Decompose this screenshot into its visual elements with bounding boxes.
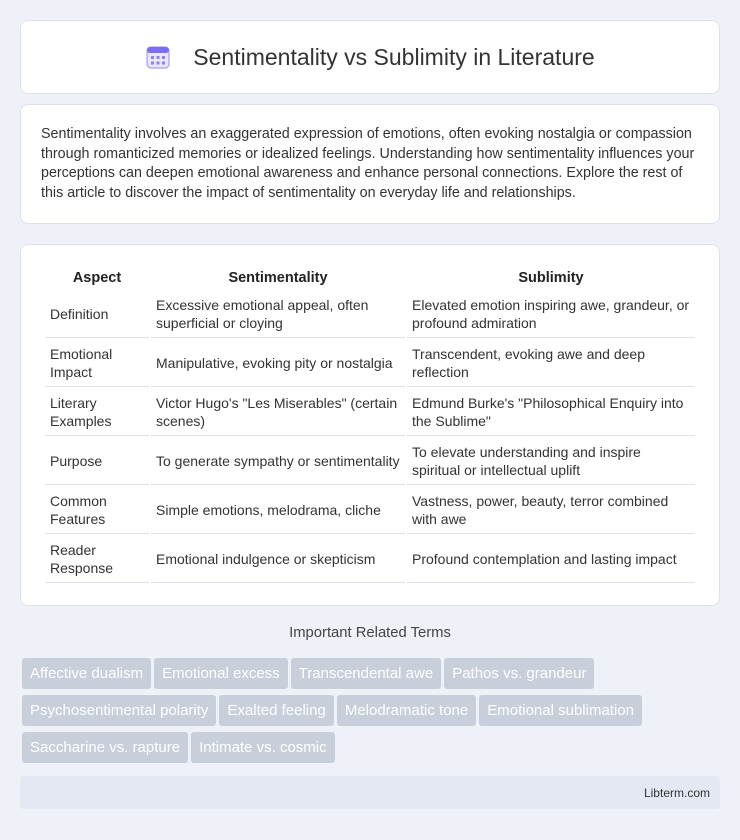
related-term-tag[interactable]: Melodramatic tone: [337, 695, 476, 726]
aspect-cell: Purpose: [45, 438, 149, 485]
page-title: Sentimentality vs Sublimity in Literature: [193, 43, 595, 70]
related-terms-list: [22, 658, 722, 769]
sublimity-cell: Transcendent, evoking awe and deep reflection: [407, 340, 695, 387]
aspect-cell: Emotional Impact: [45, 340, 149, 387]
sublimity-cell: Edmund Burke's "Philosophical Enquiry into the Sublime": [407, 389, 695, 436]
related-term-tag[interactable]: Pathos vs. grandeur: [444, 658, 594, 689]
table-row: [45, 340, 695, 387]
sublimity-cell: To elevate understanding and inspire spiritual or intellectual uplift: [407, 438, 695, 485]
sentimentality-cell: Excessive emotional appeal, often superficial or cloying: [151, 291, 405, 338]
table-row: [45, 536, 695, 583]
sublimity-cell: Elevated emotion inspiring awe, grandeur, or profound admiration: [407, 291, 695, 338]
sublimity-cell: Profound contemplation and lasting impact: [407, 536, 695, 583]
sentimentality-cell: Simple emotions, melodrama, cliche: [151, 487, 405, 534]
table-row: [45, 487, 695, 534]
comparison-table: [43, 265, 697, 585]
comparison-card: [20, 244, 720, 606]
sentimentality-cell: Emotional indulgence or skepticism: [151, 536, 405, 583]
table-row: [45, 389, 695, 436]
related-term-tag[interactable]: Affective dualism: [22, 658, 151, 689]
aspect-cell: Definition: [45, 291, 149, 338]
column-header-sentimentality: Sentimentality: [228, 270, 328, 286]
related-term-tag[interactable]: Transcendental awe: [291, 658, 442, 689]
title-card: [20, 20, 720, 94]
sentimentality-cell: To generate sympathy or sentimentality: [151, 438, 405, 485]
intro-card: [20, 104, 720, 224]
footer: [20, 776, 720, 809]
sublimity-cell: Vastness, power, beauty, terror combined with awe: [407, 487, 695, 534]
intro-paragraph: Sentimentality involves an exaggerated expression of emotions, often evoking nostalgia or compassion through romanticized memories or idealized feelings. Understanding how sentimentality influences your perceptions can deepen emotional awareness and enhance personal connections. Explore the rest of this article to discover the impact of sentimentality on everyday life and relationships.: [41, 126, 695, 201]
table-row: [45, 438, 695, 485]
aspect-cell: Literary Examples: [45, 389, 149, 436]
related-term-tag[interactable]: Intimate vs. cosmic: [191, 732, 335, 763]
calendar-icon: [145, 44, 171, 70]
aspect-cell: Reader Response: [45, 536, 149, 583]
table-row: [45, 291, 695, 338]
column-header-aspect: Aspect: [72, 270, 122, 286]
sentimentality-cell: Victor Hugo's "Les Miserables" (certain scenes): [151, 389, 405, 436]
related-term-tag[interactable]: Saccharine vs. rapture: [22, 732, 188, 763]
table-header-row: [45, 267, 695, 289]
related-term-tag[interactable]: Emotional excess: [154, 658, 288, 689]
related-term-tag[interactable]: Psychosentimental polarity: [22, 695, 216, 726]
aspect-cell: Common Features: [45, 487, 149, 534]
related-term-tag[interactable]: Exalted feeling: [219, 695, 333, 726]
footer-site-link[interactable]: Libterm.com: [643, 785, 710, 800]
related-term-tag[interactable]: Emotional sublimation: [479, 695, 642, 726]
related-terms-heading: Important Related Terms: [289, 625, 451, 641]
column-header-sublimity: Sublimity: [518, 270, 584, 286]
sentimentality-cell: Manipulative, evoking pity or nostalgia: [151, 340, 405, 387]
